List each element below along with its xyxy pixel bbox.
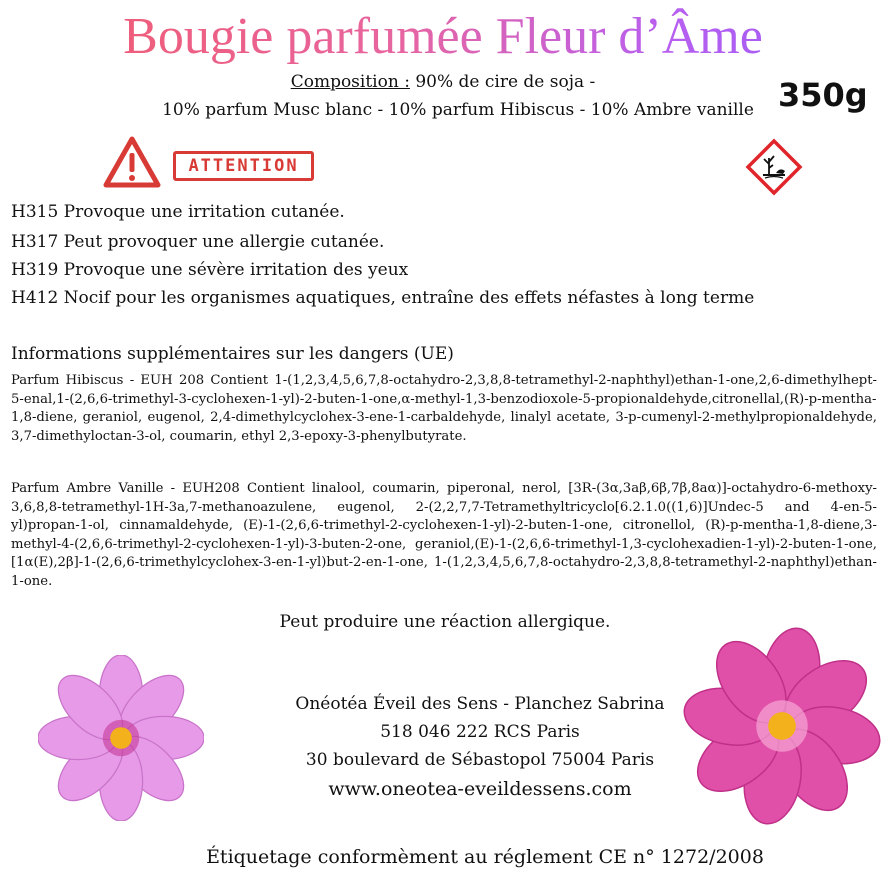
pink-cosmos-flower-image [38,655,204,821]
attention-badge: ATTENTION [173,151,314,181]
composition-label: Composition : [290,72,410,92]
hazard-statement-h315: H315 Provoque une irritation cutanée. [11,202,345,222]
weight-label: 350g [778,76,868,114]
website-link[interactable]: www.oneotea-eveildessens.com [328,778,632,800]
parfum-hibiscus-text: Parfum Hibiscus - EUH 208 Contient 1-(1,2,3,4,5,6,7,8-octahydro-2,3,8,8-tetramethyl-2-naphthyl)ethan-1-one,2,6-dimethylhept-5-enal,1-(2,6,6-trimethyl-3-cyclohexen-1-yl)-2-buten-1-one,α-methyl-1,3-benzodioxole-5-propionaldehyde,citronellal,(R)-p-mentha-1,8-diene, geraniol, eugenol, 2,4-dimethylcyclohex-3-ene-1-carbaldehyde, linalyl acetate, 3-p-cumenyl-2-methylpropionaldehyde, 3,7-dimethyloctan-3-ol, coumarin, ethyl 2,3-epoxy-3-phenylbutyrate. [11,373,877,444]
environment-hazard-pictogram-icon [745,138,803,196]
hazard-statement-h319: H319 Provoque une sévère irritation des yeux [11,260,409,280]
composition-line-2: 10% parfum Musc blanc - 10% parfum Hibiscus - 10% Ambre vanille [162,100,754,120]
page-title: Bougie parfumée Fleur d’Âme [0,6,886,68]
hazard-statement-h317: H317 Peut provoquer une allergie cutanée. [11,232,385,252]
regulation-footer: Étiquetage conformèment au réglement CE n° 1272/2008 [206,846,764,868]
supplementary-info-title: Informations supplémentaires sur les dangers (UE) [11,344,454,364]
composition-soy: 90% de cire de soja - [409,72,596,92]
company-name: Onéotéa Éveil des Sens - Planchez Sabrina [295,694,665,714]
hazard-statement-h412: H412 Nocif pour les organismes aquatiques, entraîne des effets néfastes à long terme [11,288,755,308]
parfum-ambre-vanille-text: Parfum Ambre Vanille - EUH208 Contient linalool, coumarin, piperonal, nerol, [3R-(3α,3aβ,6β,7β,8aα)]-octahydro-6-methoxy-3,6,8,8-tetramethyl-1H-3a,7-methanoazulene, eugenol, 2-(2,2,7,7-Tetramethyltricyclo[6.2.1.0((1,6)]Undec-5 and 4-en-5-yl)propan-1-ol, cinnamaldehyde, (E)-1-(2,6,6-trimethyl-2-cyclohexen-1-yl)-2-buten-1-one, citronellol, (R)-p-mentha-1,8-diene,3-methyl-4-(2,6,6-trimethyl-2-cyclohexen-1-yl)-3-buten-2-one, geraniol,(E)-1-(2,6,6-trimethyl-1,3-cyclohexadien-1-yl)-2-buten-1-one,[1α(E),2β]-1-(2,6,6-trimethylcyclohex-3-en-1-yl)but-2-en-1-one, 1-(1,2,3,4,5,6,7,8-octahydro-2,3,8,8-tetramethyl-2-naphthyl)ethan-1-one. [11,481,877,589]
magenta-cosmos-flower-image [683,627,881,825]
composition-line-1 [0,72,886,92]
warning-triangle-icon [103,136,161,188]
company-rcs: 518 046 222 RCS Paris [380,722,580,742]
company-address: 30 boulevard de Sébastopol 75004 Paris [305,750,655,770]
allergy-note: Peut produire une réaction allergique. [279,612,611,632]
